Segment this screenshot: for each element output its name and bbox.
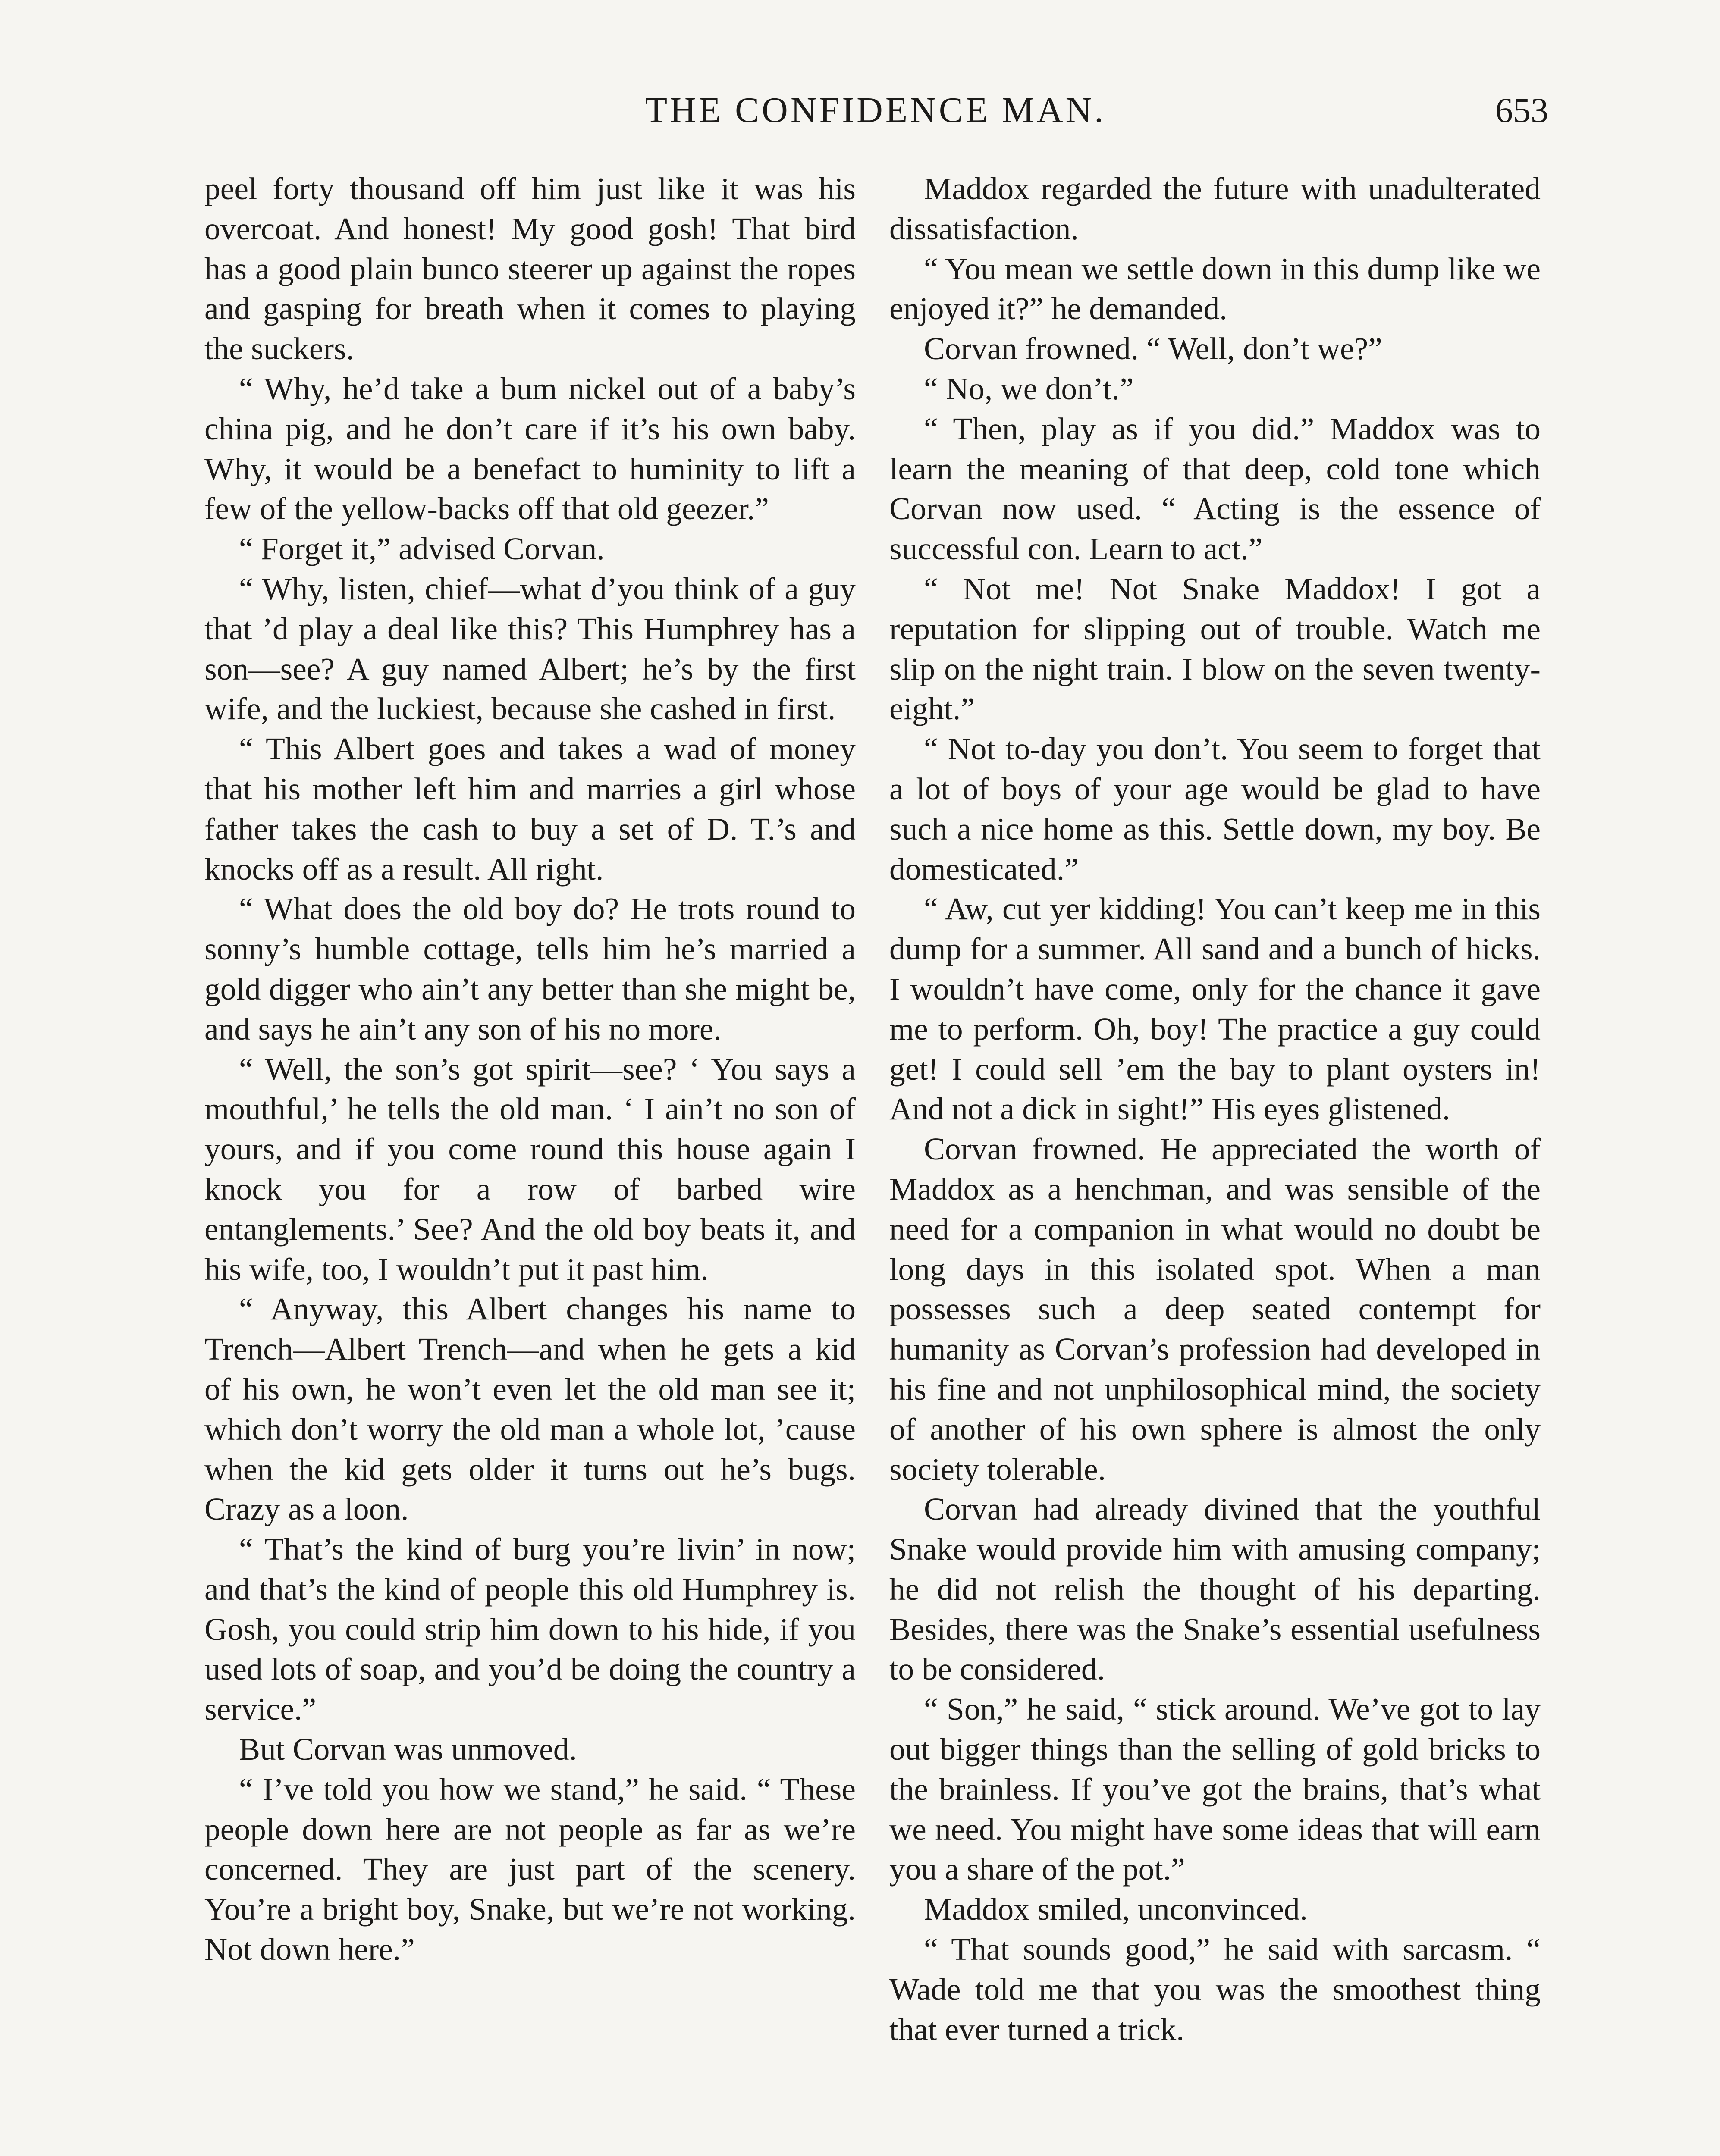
paragraph: “ Son,” he said, “ stick around. We’ve got to lay out bigger things than the selling of gold bricks to the brainless. If you’ve got the brains, that’s what we need. You might have some ideas that will earn you a share of the pot.” bbox=[889, 1692, 1541, 1887]
paragraph: “ Not to-day you don’t. You seem to forget that a lot of boys of your age would be glad to have such a nice home as this. Settle down, my boy. Be domesticated.” bbox=[889, 731, 1541, 887]
paragraph: “ This Albert goes and takes a wad of money that his mother left him and marries a girl whose father takes the cash to buy a set of D. T.’s and knocks off as a result. All right. bbox=[204, 731, 856, 887]
paragraph: But Corvan was unmoved. bbox=[239, 1732, 577, 1767]
paragraph: “ No, we don’t.” bbox=[924, 371, 1134, 406]
right-column bbox=[889, 169, 1541, 2049]
paragraph: “ Why, he’d take a bum nickel out of a baby’s china pig, and he don’t care if it’s his own baby. Why, it would be a benefact to huminity to lift a few of the yellow-backs off that old geezer.” bbox=[204, 371, 856, 526]
paragraph: “ Why, listen, chief—what d’you think of a guy that ’d play a deal like this? This Humphrey has a son—see? A guy named Albert; he’s by the first wife, and the luckiest, because she cashed in first. bbox=[204, 571, 856, 727]
paragraph: “ Aw, cut yer kidding! You can’t keep me in this dump for a summer. All sand and a bunch of hicks. I wouldn’t have come, only for the chance it gave me to perform. Oh, boy! The practice a guy could get! I could sell ’em the bay to plant oysters in! And not a dick in sight!” His eyes glistened. bbox=[889, 891, 1541, 1127]
paragraph: “ Not me! Not Snake Maddox! I got a reputation for slipping out of trouble. Watch me slip on the night train. I blow on the seven twenty-eight.” bbox=[889, 571, 1541, 727]
paragraph: Corvan frowned. “ Well, don’t we?” bbox=[924, 331, 1382, 367]
paragraph: Corvan frowned. He appreciated the worth of Maddox as a henchman, and was sensible of the need for a companion in what would no doubt be long days in this isolated spot. When a man possesses such a deep seated contempt for humanity as Corvan’s profession had developed in his fine and not unphilosophical mind, the society of another of his own sphere is almost the only society tolerable. bbox=[889, 1131, 1541, 1487]
paragraph: “ Anyway, this Albert changes his name to Trench—Albert Trench—and when he gets a kid of his own, he won’t even let the old man see it; which don’t worry the old man a whole lot, ’cause when the kid gets older it turns out he’s bugs. Crazy as a loon. bbox=[204, 1291, 856, 1527]
paragraph: “ What does the old boy do? He trots round to sonny’s humble cottage, tells him he’s married a gold digger who ain’t any better than she might be, and says he ain’t any son of his no more. bbox=[204, 891, 856, 1047]
paragraph: “ That’s the kind of burg you’re livin’ in now; and that’s the kind of people this old Humphrey is. Gosh, you could strip him down to his hide, if you used lots of soap, and you’d be doing the country a service.” bbox=[204, 1532, 856, 1727]
running-title: THE CONFIDENCE MAN. bbox=[645, 90, 1106, 130]
paragraph: Maddox regarded the future with unadulterated dissatisfaction. bbox=[889, 171, 1541, 246]
paragraph: “ You mean we settle down in this dump like we enjoyed it?” he demanded. bbox=[889, 251, 1541, 326]
paragraph: Maddox smiled, unconvinced. bbox=[924, 1892, 1308, 1927]
paragraph: “ Well, the son’s got spirit—see? ‘ You says a mouthful,’ he tells the old man. ‘ I ain’t no son of yours, and if you come round this house again I knock you for a row of barbed wire entanglements.’ See? And the old boy beats it, and his wife, too, I wouldn’t put it past him. bbox=[204, 1051, 856, 1287]
paragraph: “ That sounds good,” he said with sarcasm. “ Wade told me that you was the smoothest thing that ever turned a trick. bbox=[889, 1932, 1541, 2047]
paragraph: Corvan had already divined that the youthful Snake would provide him with amusing company; he did not relish the thought of his departing. Besides, there was the Snake’s essential usefulness to be considered. bbox=[889, 1492, 1541, 1687]
paragraph: peel forty thousand off him just like it was his overcoat. And honest! My good gosh! That bird has a good plain bunco steerer up against the ropes and gasping for breath when it comes to playing the suckers. bbox=[204, 171, 856, 367]
paragraph: “ Then, play as if you did.” Maddox was to learn the meaning of that deep, cold tone which Corvan now used. “ Acting is the essence of successful con. Learn to act.” bbox=[889, 411, 1541, 567]
left-column bbox=[204, 169, 856, 1970]
paragraph: “ I’ve told you how we stand,” he said. “ These people down here are not people as far as we’re concerned. They are just part of the scenery. You’re a bright boy, Snake, but we’re not working. Not down here.” bbox=[204, 1771, 856, 1967]
running-header bbox=[203, 85, 1548, 136]
page-number: 653 bbox=[1495, 91, 1548, 130]
paragraph: “ Forget it,” advised Corvan. bbox=[239, 531, 605, 567]
